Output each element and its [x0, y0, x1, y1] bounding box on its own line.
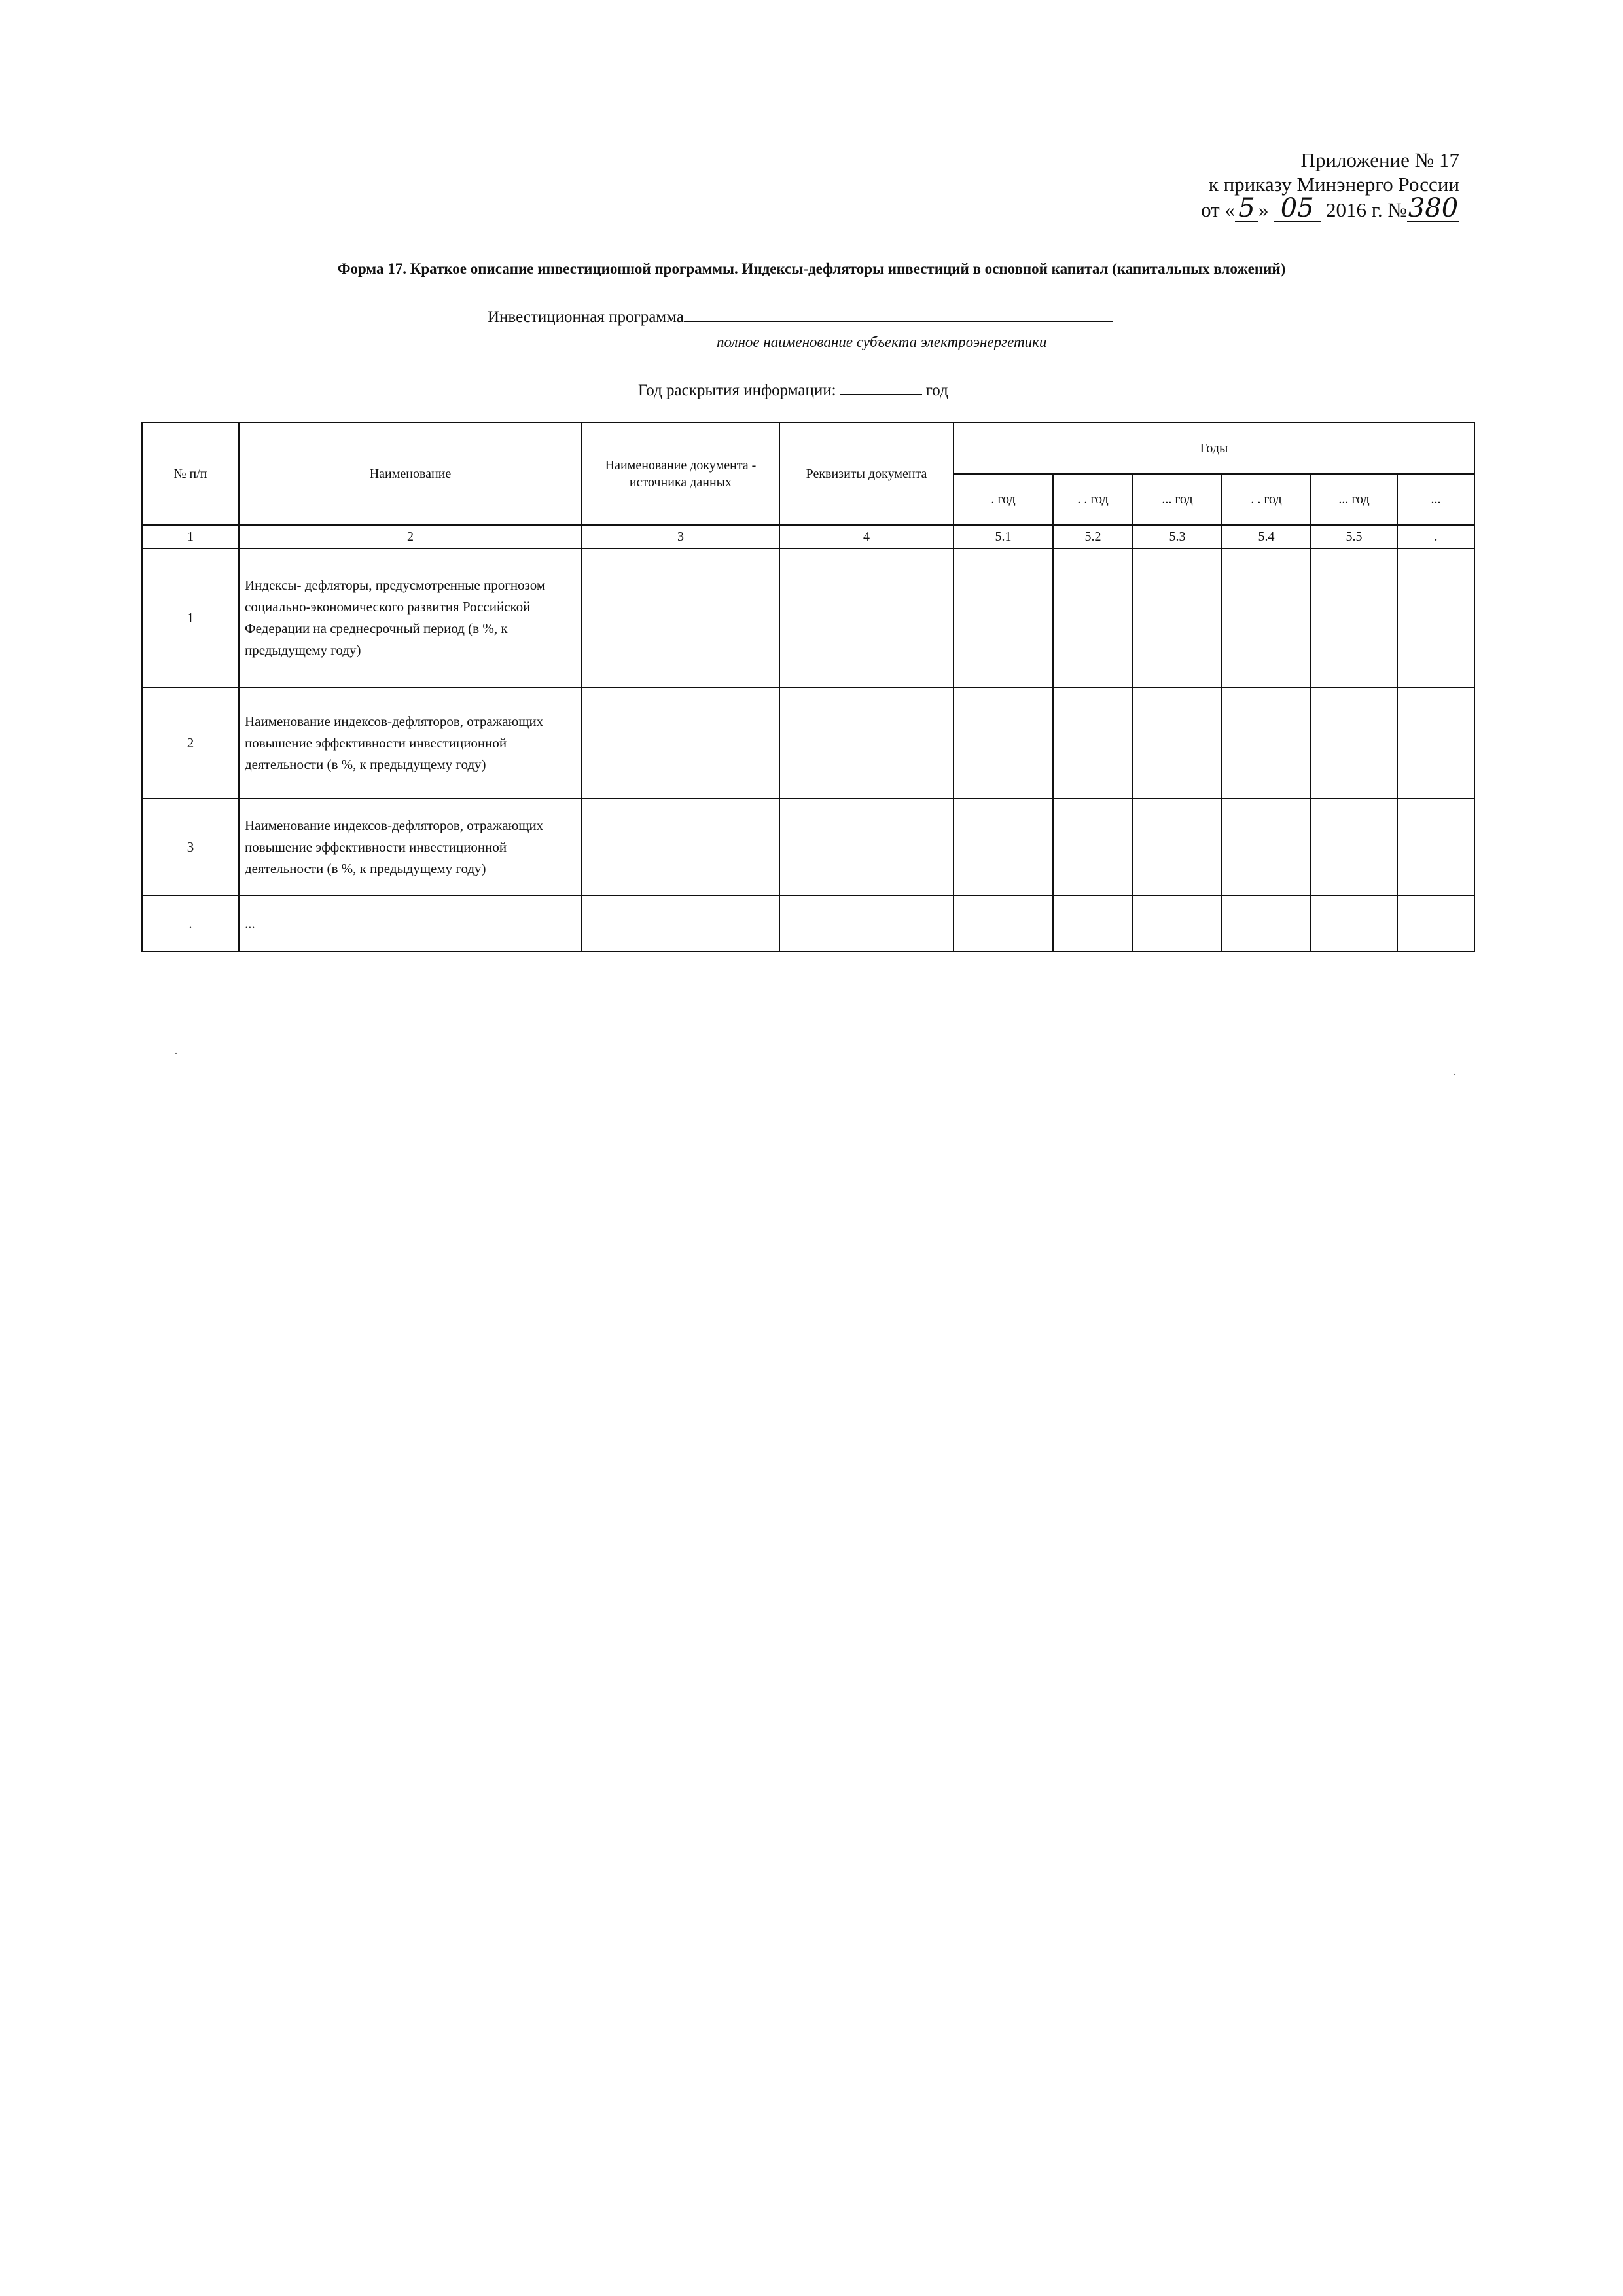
row-number: .: [142, 895, 239, 952]
scan-dot: ·: [1453, 1068, 1457, 1081]
year-cell[interactable]: [1222, 548, 1311, 687]
program-blank: [684, 308, 1113, 322]
date-prefix: от «: [1201, 198, 1235, 221]
table-row: [142, 548, 1474, 687]
year-col-1: . год: [954, 474, 1053, 525]
header-doc-name: Наименование документа - источника данных: [582, 423, 779, 525]
year-cell[interactable]: [1311, 548, 1397, 687]
year-cell[interactable]: [1397, 895, 1474, 952]
year-cell[interactable]: [954, 548, 1053, 687]
table-row: [142, 798, 1474, 895]
doc-name-cell[interactable]: [582, 687, 779, 798]
program-line: [488, 308, 1113, 327]
doc-details-cell[interactable]: [779, 687, 954, 798]
form-title: Форма 17. Краткое описание инвестиционной программы. Индексы-дефляторы инвестиций в основной капитал (капитальных вложений): [337, 260, 1286, 277]
col-index: 1: [142, 525, 239, 548]
appendix-date-line: [1201, 193, 1459, 223]
table-row: [142, 687, 1474, 798]
col-index: 5.2: [1053, 525, 1133, 548]
year-cell[interactable]: [1311, 798, 1397, 895]
year-cell[interactable]: [1133, 687, 1222, 798]
year-cell[interactable]: [1311, 895, 1397, 952]
col-index: 2: [239, 525, 582, 548]
year-col-3: ... год: [1133, 474, 1222, 525]
header-name: Наименование: [239, 423, 582, 525]
year-cell[interactable]: [1053, 798, 1133, 895]
table-row: [142, 895, 1474, 952]
disclosure-year-blank: [840, 381, 922, 395]
year-col-2: . . год: [1053, 474, 1133, 525]
year-cell[interactable]: [1222, 687, 1311, 798]
doc-name-cell[interactable]: [582, 548, 779, 687]
header-years: Годы: [954, 423, 1474, 474]
row-number: 3: [142, 798, 239, 895]
doc-name-cell[interactable]: [582, 895, 779, 952]
date-day: 5: [1235, 196, 1258, 222]
row-name: ...: [239, 895, 582, 952]
year-cell[interactable]: [1222, 798, 1311, 895]
year-cell[interactable]: [1133, 548, 1222, 687]
doc-details-cell[interactable]: [779, 798, 954, 895]
doc-details-cell[interactable]: [779, 548, 954, 687]
appendix-block: [1201, 148, 1459, 222]
col-index: 5.4: [1222, 525, 1311, 548]
header-num: № п/п: [142, 423, 239, 525]
program-label: Инвестиционная программа: [488, 308, 684, 326]
header-doc-details: Реквизиты документа: [779, 423, 954, 525]
col-index: 5.3: [1133, 525, 1222, 548]
year-cell[interactable]: [1397, 687, 1474, 798]
year-cell[interactable]: [954, 687, 1053, 798]
col-index: 4: [779, 525, 954, 548]
order-number: 380: [1408, 193, 1459, 223]
year-cell[interactable]: [1133, 895, 1222, 952]
program-note: полное наименование субъекта электроэнергетики: [717, 334, 1047, 350]
row-name: Индексы- дефляторы, предусмотренные прогнозом социально-экономического развития Российской Федерации на среднесрочный период (в %, к предыдущему году): [239, 548, 582, 687]
date-mid: »: [1258, 198, 1269, 221]
year-cell[interactable]: [1397, 548, 1474, 687]
year-cell[interactable]: [1053, 895, 1133, 952]
col-index: 5.5: [1311, 525, 1397, 548]
row-number: 1: [142, 548, 239, 687]
col-index: .: [1397, 525, 1474, 548]
row-name: Наименование индексов-дефляторов, отражающих повышение эффективности инвестиционной деятельности (в %, к предыдущему году): [239, 798, 582, 895]
appendix-order-ref: к приказу Минэнерго России: [1208, 173, 1459, 196]
row-number: 2: [142, 687, 239, 798]
year-cell[interactable]: [954, 798, 1053, 895]
disclosure-suffix: год: [925, 382, 948, 399]
col-index: 5.1: [954, 525, 1053, 548]
date-year: 2016 г. №: [1325, 198, 1407, 221]
year-cell[interactable]: [1311, 687, 1397, 798]
date-month: 05: [1274, 196, 1321, 222]
year-cell[interactable]: [1397, 798, 1474, 895]
year-col-5: ... год: [1311, 474, 1397, 525]
doc-name-cell[interactable]: [582, 798, 779, 895]
form-table: [141, 422, 1475, 952]
row-name: Наименование индексов-дефляторов, отражающих повышение эффективности инвестиционной деятельности (в %, к предыдущему году): [239, 687, 582, 798]
col-index: 3: [582, 525, 779, 548]
disclosure-year-line: [638, 381, 948, 400]
disclosure-label: Год раскрытия информации:: [638, 382, 836, 399]
scan-dot: ·: [174, 1047, 178, 1060]
year-col-4: . . год: [1222, 474, 1311, 525]
year-cell[interactable]: [1222, 895, 1311, 952]
year-col-6: ...: [1397, 474, 1474, 525]
appendix-title: Приложение № 17: [1300, 149, 1459, 171]
doc-details-cell[interactable]: [779, 895, 954, 952]
year-cell[interactable]: [1053, 687, 1133, 798]
year-cell[interactable]: [1133, 798, 1222, 895]
year-cell[interactable]: [1053, 548, 1133, 687]
year-cell[interactable]: [954, 895, 1053, 952]
column-index-row: [142, 525, 1474, 548]
